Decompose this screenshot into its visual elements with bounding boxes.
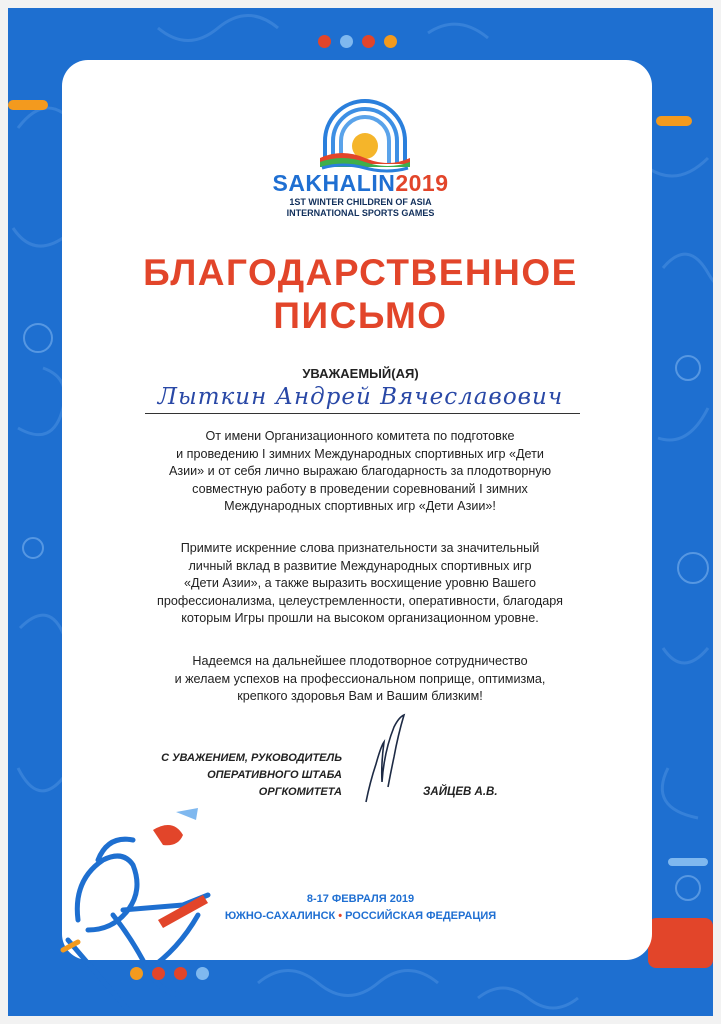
paragraph-1-line: Международных спортивных игр «Дети Азии»! [224, 499, 496, 513]
signatory-position-line: С УВАЖЕНИЕМ, РУКОВОДИТЕЛЬ [161, 752, 342, 764]
paragraph-2-line: профессионализма, целеустремленности, оперативности, благодаря [157, 593, 563, 608]
paragraph-3-line: крепкого здоровья Вам и Вашим близким! [237, 689, 483, 703]
paragraph-2-line: Примите искренние слова признательности за значительный [180, 541, 540, 555]
signatory-position-line: ОПЕРАТИВНОГО ШТАБА [207, 769, 342, 781]
brand-name: SAKHALIN [272, 170, 396, 196]
light-blue-accent-strip [668, 858, 708, 866]
orange-accent-strip-right [656, 116, 692, 126]
paragraph-2-line: личный вклад в развитие Международных спортивных игр [188, 558, 532, 573]
games-logo-icon [300, 96, 430, 176]
greeting: УВАЖАЕМЫЙ(АЯ) [302, 366, 419, 381]
dot-red [362, 35, 375, 48]
paragraph-3-line: Надеемся на дальнейшее плодотворное сотрудничество [192, 654, 528, 668]
paragraph-1-line: От имени Организационного комитета по подготовке [205, 429, 515, 443]
top-dots [318, 35, 397, 48]
paragraph-2-line: «Дети Азии», а также выразить восхищение уровню Вашего [184, 576, 536, 590]
location-separator: • [338, 910, 343, 922]
event-city: ЮЖНО-САХАЛИНСК [224, 910, 336, 922]
brand-year: 2019 [395, 170, 449, 196]
paragraph-1 [110, 428, 610, 516]
dot-orange [384, 35, 397, 48]
paragraph-1-line: Азии» и от себя лично выражаю благодарность за плодотворную [168, 464, 552, 478]
orange-accent-strip-left [8, 100, 48, 110]
paragraph-2 [110, 540, 610, 628]
recipient-underline [145, 413, 580, 414]
dot-red [318, 35, 331, 48]
brand-wordmark [0, 170, 721, 197]
signer-name: ЗАЙЦЕВ А.В. [423, 786, 498, 798]
bottom-dots [130, 967, 209, 980]
dot-orange [130, 967, 143, 980]
handwritten-signature [358, 712, 418, 812]
paragraph-1-line: совместную работу в проведении соревнований I зимних [192, 481, 528, 496]
paragraph-1-line: и проведению I зимних Международных спортивных игр «Дети [176, 446, 544, 461]
red-accent-block [648, 918, 713, 968]
event-country: РОССИЙСКАЯ ФЕДЕРАЦИЯ [345, 910, 497, 922]
signatory-position-line: ОРГКОМИТЕТА [258, 786, 342, 798]
dot-light-blue [340, 35, 353, 48]
paragraph-2-line: которым Игры прошли на высоком организационном уровне. [181, 611, 539, 625]
dot-red [174, 967, 187, 980]
event-dates: 8-17 ФЕВРАЛЯ 2019 [306, 893, 415, 905]
tagline-line-1: 1ST WINTER CHILDREN OF ASIA [289, 197, 432, 207]
tagline-line-2: INTERNATIONAL SPORTS GAMES [286, 208, 435, 218]
dot-red [152, 967, 165, 980]
signatory-position [150, 750, 342, 801]
paragraph-3 [110, 653, 610, 706]
letter-title-line-1: БЛАГОДАРСТВЕННОЕ [143, 252, 578, 293]
letter-title-line-2: ПИСЬМО [273, 295, 448, 336]
dot-light-blue [196, 967, 209, 980]
recipient-name: Лыткин Андрей Вячеславович [157, 384, 564, 410]
paragraph-3-line: и желаем успехов на профессиональном поприще, оптимизма, [174, 671, 546, 686]
